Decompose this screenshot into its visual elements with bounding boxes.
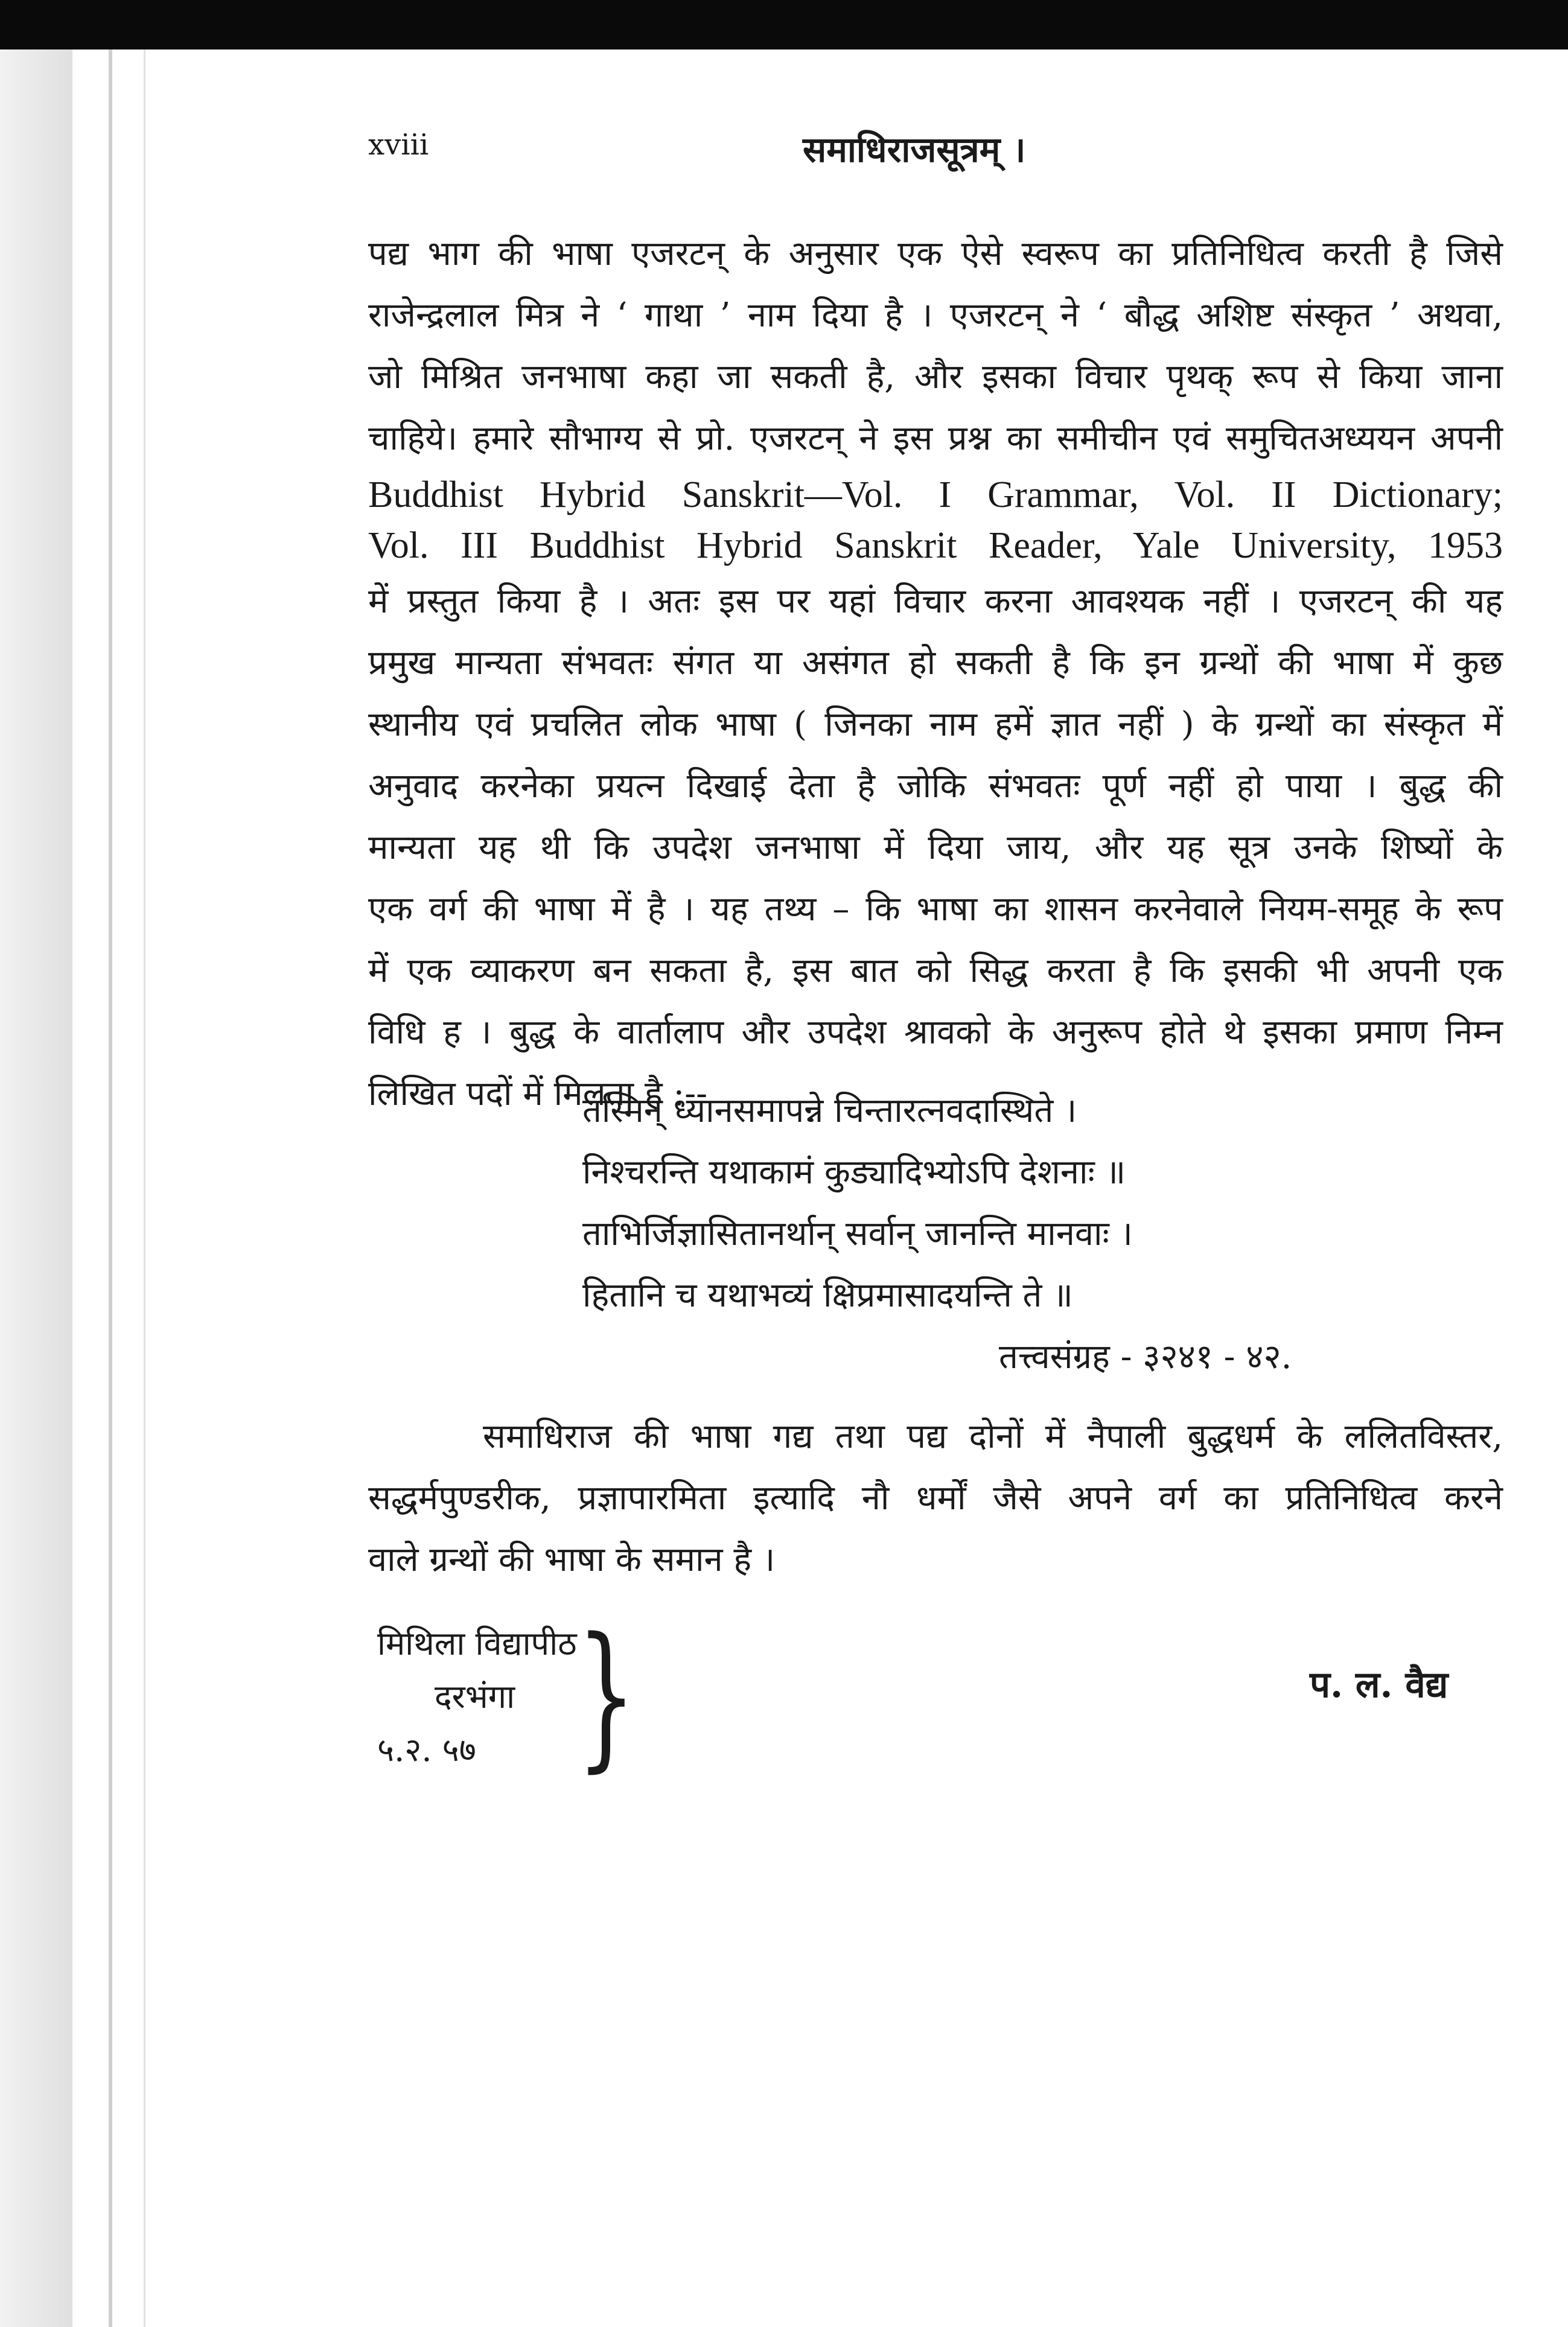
text-line: सद्धर्मपुण्डरीक, प्रज्ञापारमिता इत्यादि नौ धर्मों जैसे अपने वर्ग का प्रतिनिधित्व करने xyxy=(368,1479,1503,1518)
text-line: एक वर्ग की भाषा में है । यह तथ्य – कि भाषा का शासन करनेवाले नियम-समूह के रूप xyxy=(368,890,1503,929)
scan-binding-shadow xyxy=(109,49,112,2327)
text-line: पद्य भाग की भाषा एजरटन् के अनुसार एक ऐसे स्वरूप का प्रतिनिधित्व करती है जिसे xyxy=(368,234,1503,273)
address-city: दरभंगा xyxy=(435,1678,515,1716)
text-line: राजेन्द्रलाल मित्र ने ‘ गाथा ’ नाम दिया है । एजरटन् ने ‘ बौद्ध अशिष्ट संस्कृत ’ अथवा, xyxy=(368,296,1503,335)
text-line-latin: Buddhist Hybrid Sanskrit—Vol. I Grammar, Vol. II Dictionary; xyxy=(368,474,1503,515)
verse-reference: तत्त्वसंग्रह - ३२४१ - ४२. xyxy=(999,1337,1292,1377)
right-brace-icon: } xyxy=(576,1605,637,1787)
text-line: जो मिश्रित जनभाषा कहा जा सकती है, और इसका विचार पृथक् रूप से किया जाना xyxy=(368,357,1503,396)
scan-top-border xyxy=(0,0,1568,49)
verse-block xyxy=(582,1080,1133,1326)
text-line: स्थानीय एवं प्रचलित लोक भाषा ( जिनका नाम हमें ज्ञात नहीं ) के ग्रन्थों का संस्कृत में xyxy=(368,705,1503,744)
paragraph-2 xyxy=(368,1406,1503,1591)
scan-left-edge xyxy=(0,49,72,2327)
verse-line: तस्मिन् ध्यानसमापन्ने चिन्तारत्नवदास्थिते । xyxy=(582,1091,1077,1130)
verse-line: निश्चरन्ति यथाकामं कुड्यादिभ्योऽपि देशनाः ॥ xyxy=(582,1153,1126,1192)
verse-line: ताभिर्जिज्ञासितानर्थान् सर्वान् जानन्ति मानवाः । xyxy=(582,1214,1133,1253)
text-line: समाधिराज की भाषा गद्य तथा पद्य दोनों में नैपाली बुद्धधर्म के ललितविस्तर, xyxy=(483,1417,1503,1456)
place-date-block xyxy=(377,1617,577,1777)
address-date: ५.२. ५७ xyxy=(377,1731,476,1769)
scan-binding-shadow-faint xyxy=(144,49,145,2327)
text-line: चाहिये। हमारे सौभाग्य से प्रो. एजरटन् ने इस प्रश्न का समीचीन एवं समुचितअध्ययन अपनी xyxy=(368,419,1503,458)
verse-line: हितानि च यथाभव्यं क्षिप्रमासादयन्ति ते ॥ xyxy=(582,1276,1073,1315)
text-line: वाले ग्रन्थों की भाषा के समान है । xyxy=(368,1540,776,1579)
text-line: लिखित पदों में मिलता है :-- xyxy=(368,1074,708,1113)
page-number: xviii xyxy=(368,128,429,162)
author-signature: प. ल. वैद्य xyxy=(1310,1664,1448,1706)
running-title: समाधिराजसूत्रम् । xyxy=(803,129,1026,170)
address-institution: मिथिला विद्यापीठ xyxy=(377,1625,577,1663)
text-line: प्रमुख मान्यता संभवतः संगत या असंगत हो सकती है कि इन ग्रन्थों की भाषा में कुछ xyxy=(368,643,1503,683)
text-line: मान्यता यह थी कि उपदेश जनभाषा में दिया जाय, और यह सूत्र उनके शिष्यों के xyxy=(368,828,1503,867)
text-line: में प्रस्तुत किया है । अतः इस पर यहां विचार करना आवश्यक नहीं । एजरटन् की यह xyxy=(368,582,1503,621)
text-line: अनुवाद करनेका प्रयत्न दिखाई देता है जोकि संभवतः पूर्ण नहीं हो पाया । बुद्ध की xyxy=(368,766,1503,806)
paragraph-1 xyxy=(368,223,1503,1125)
text-line-latin: Vol. III Buddhist Hybrid Sanskrit Reader, Yale University, 1953 xyxy=(368,525,1503,566)
text-line: में एक व्याकरण बन सकता है, इस बात को सिद्ध करता है कि इसकी भी अपनी एक xyxy=(368,951,1503,990)
text-line: विधि ह । बुद्ध के वार्तालाप और उपदेश श्रावको के अनुरूप होते थे इसका प्रमाण निम्न xyxy=(368,1013,1503,1052)
